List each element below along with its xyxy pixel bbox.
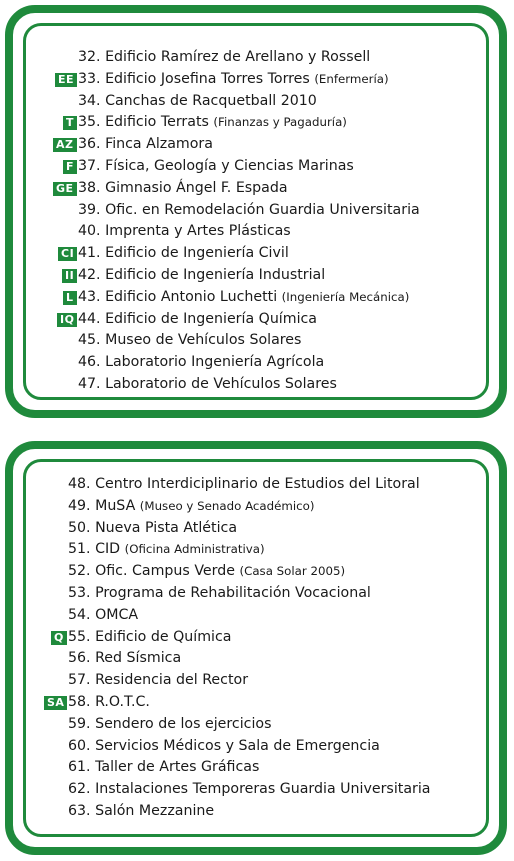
building-label bbox=[78, 47, 370, 69]
list-item bbox=[13, 561, 499, 583]
building-label bbox=[68, 648, 181, 670]
building-code-badge: CI bbox=[58, 247, 77, 261]
building-label bbox=[78, 243, 289, 265]
list-item bbox=[13, 287, 499, 309]
list-item bbox=[13, 330, 499, 352]
list-item bbox=[13, 736, 499, 758]
building-name: 43. Edificio Antonio Luchetti bbox=[78, 288, 278, 305]
list-item bbox=[13, 583, 499, 605]
list-item bbox=[13, 779, 499, 801]
building-code-badge: IQ bbox=[57, 313, 77, 327]
list-item bbox=[13, 156, 499, 178]
building-name: 38. Gimnasio Ángel F. Espada bbox=[78, 179, 288, 196]
building-list bbox=[13, 474, 499, 823]
building-label bbox=[68, 583, 371, 605]
building-name: 46. Laboratorio Ingeniería Agrícola bbox=[78, 354, 325, 371]
building-label bbox=[78, 221, 291, 243]
building-name: 41. Edificio de Ingeniería Civil bbox=[78, 245, 289, 262]
list-item bbox=[13, 112, 499, 134]
building-label bbox=[68, 736, 380, 758]
building-label bbox=[68, 518, 237, 540]
list-item bbox=[13, 309, 499, 331]
building-label bbox=[78, 287, 409, 309]
building-name: 53. Programa de Rehabilitación Vocacional bbox=[68, 584, 371, 601]
list-item bbox=[13, 714, 499, 736]
building-label bbox=[78, 156, 354, 178]
building-code-badge: GE bbox=[53, 182, 77, 196]
list-item bbox=[13, 627, 499, 649]
list-item bbox=[13, 670, 499, 692]
building-name: 55. Edificio de Química bbox=[68, 628, 232, 645]
building-code-badge: F bbox=[63, 160, 77, 174]
building-note: (Finanzas y Pagaduría) bbox=[213, 115, 347, 130]
building-name: 60. Servicios Médicos y Sala de Emergencia bbox=[68, 737, 380, 754]
building-name: 56. Red Sísmica bbox=[68, 650, 182, 667]
building-note: (Ingeniería Mecánica) bbox=[281, 289, 410, 304]
list-item bbox=[13, 134, 499, 156]
list-item bbox=[13, 178, 499, 200]
building-name: 63. Salón Mezzanine bbox=[68, 802, 215, 819]
building-label bbox=[68, 496, 314, 518]
building-name: 49. MuSA bbox=[68, 497, 136, 514]
building-name: 34. Canchas de Racquetball 2010 bbox=[78, 92, 317, 109]
building-label bbox=[68, 539, 265, 561]
building-name: 61. Taller de Artes Gráficas bbox=[68, 759, 260, 776]
legend-panel-bottom bbox=[5, 441, 507, 855]
building-label bbox=[68, 605, 138, 627]
list-item bbox=[13, 648, 499, 670]
building-name: 52. Ofic. Campus Verde bbox=[68, 563, 235, 580]
building-code-badge: L bbox=[63, 291, 77, 305]
building-label bbox=[78, 330, 301, 352]
list-item bbox=[13, 200, 499, 222]
building-code-badge: Q bbox=[51, 631, 67, 645]
building-label bbox=[68, 561, 345, 583]
building-note: (Museo y Senado Académico) bbox=[139, 498, 315, 513]
building-name: 45. Museo de Vehículos Solares bbox=[78, 332, 302, 349]
building-label bbox=[78, 91, 317, 113]
building-label bbox=[68, 627, 231, 649]
building-note: (Enfermería) bbox=[314, 71, 389, 86]
building-label bbox=[78, 200, 420, 222]
building-name: 58. R.O.T.C. bbox=[68, 693, 150, 710]
building-name: 47. Laboratorio de Vehículos Solares bbox=[78, 375, 337, 392]
building-name: 42. Edificio de Ingeniería Industrial bbox=[78, 266, 326, 283]
building-name: 40. Imprenta y Artes Plásticas bbox=[78, 223, 291, 240]
building-name: 44. Edificio de Ingeniería Química bbox=[78, 310, 318, 327]
list-item bbox=[13, 539, 499, 561]
list-item bbox=[13, 801, 499, 823]
list-item bbox=[13, 474, 499, 496]
building-label bbox=[78, 265, 325, 287]
list-item bbox=[13, 69, 499, 91]
legend-panel-top bbox=[5, 5, 507, 418]
building-name: 51. CID bbox=[68, 541, 121, 558]
building-label bbox=[78, 69, 389, 91]
building-code-badge: SA bbox=[44, 696, 67, 710]
building-code-badge: EE bbox=[55, 73, 77, 87]
building-label bbox=[68, 801, 214, 823]
building-name: 62. Instalaciones Temporeras Guardia Universitaria bbox=[68, 781, 431, 798]
building-name: 33. Edificio Josefina Torres Torres bbox=[78, 70, 310, 87]
building-label bbox=[68, 474, 420, 496]
building-label bbox=[68, 714, 272, 736]
building-list bbox=[13, 47, 499, 396]
building-name: 48. Centro Interdiciplinario de Estudios del Litoral bbox=[68, 476, 420, 492]
list-item bbox=[13, 47, 499, 69]
building-label bbox=[78, 374, 337, 396]
building-name: 57. Residencia del Rector bbox=[68, 672, 249, 689]
building-note: (Casa Solar 2005) bbox=[239, 564, 346, 579]
building-name: 54. OMCA bbox=[68, 606, 139, 623]
building-label bbox=[68, 779, 431, 801]
list-item bbox=[13, 352, 499, 374]
building-name: 32. Edificio Ramírez de Arellano y Rossell bbox=[78, 49, 371, 65]
building-label bbox=[68, 757, 259, 779]
list-item bbox=[13, 518, 499, 540]
list-item bbox=[13, 265, 499, 287]
building-label bbox=[68, 670, 248, 692]
list-item bbox=[13, 374, 499, 396]
list-item bbox=[13, 605, 499, 627]
building-name: 59. Sendero de los ejercicios bbox=[68, 715, 272, 732]
building-code-badge: AZ bbox=[53, 138, 77, 152]
building-name: 39. Ofic. en Remodelación Guardia Universitaria bbox=[78, 201, 420, 218]
list-item bbox=[13, 692, 499, 714]
building-label bbox=[78, 112, 347, 134]
building-name: 37. Física, Geología y Ciencias Marinas bbox=[78, 157, 354, 174]
building-label bbox=[78, 309, 317, 331]
building-code-badge: T bbox=[63, 116, 77, 130]
list-item bbox=[13, 496, 499, 518]
list-item bbox=[13, 91, 499, 113]
building-label bbox=[78, 178, 288, 200]
list-item bbox=[13, 221, 499, 243]
building-label bbox=[78, 352, 324, 374]
building-name: 36. Finca Alzamora bbox=[78, 136, 213, 153]
list-item bbox=[13, 243, 499, 265]
building-label bbox=[68, 692, 150, 714]
building-label bbox=[78, 134, 213, 156]
building-name: 35. Edificio Terrats bbox=[78, 114, 209, 131]
list-item bbox=[13, 757, 499, 779]
building-note: (Oficina Administrativa) bbox=[124, 542, 265, 557]
building-name: 50. Nueva Pista Atlética bbox=[68, 519, 238, 536]
building-code-badge: II bbox=[62, 269, 77, 283]
